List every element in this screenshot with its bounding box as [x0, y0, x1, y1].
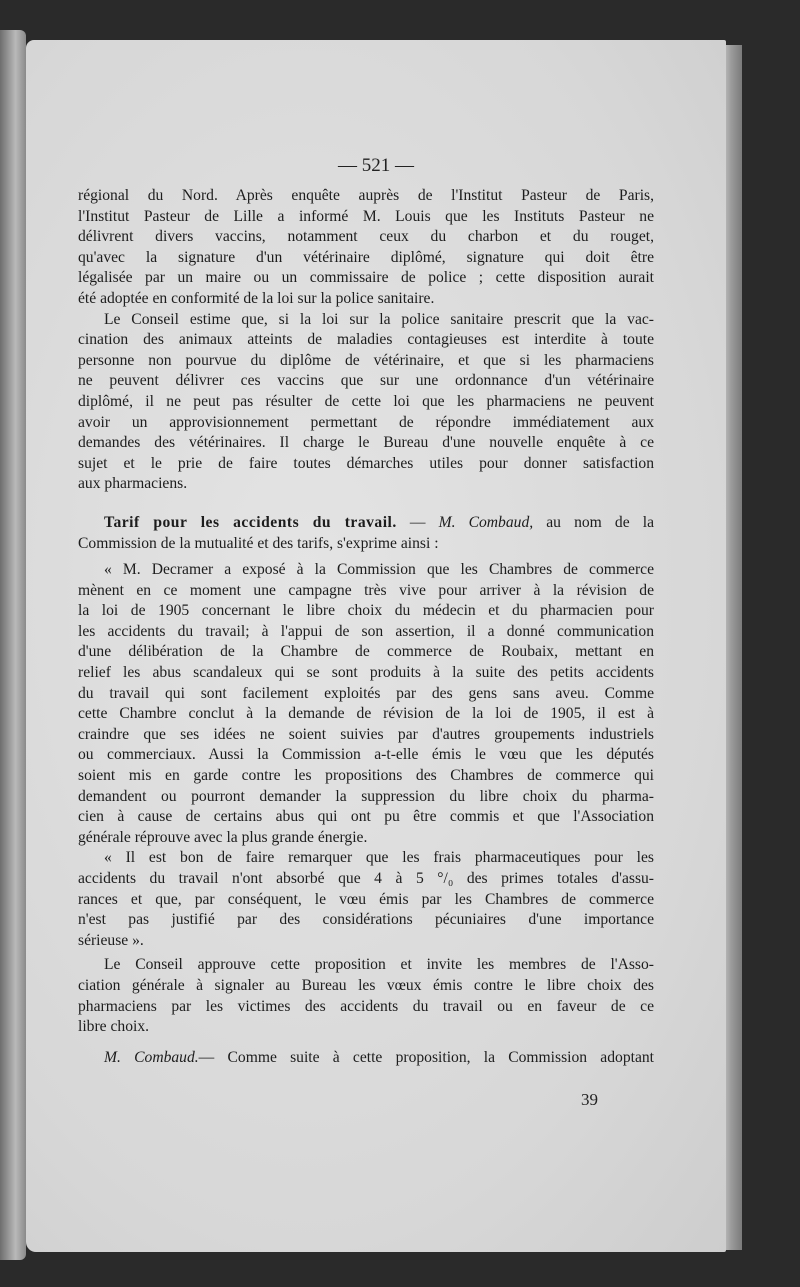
paragraph	[78, 186, 654, 310]
text-line: personne non pourvue du diplôme de vétérinaire, et que si les pharmaciens	[78, 351, 654, 369]
text-line: régional du Nord. Après enquête auprès de l'Institut Pasteur de Paris,	[78, 187, 654, 204]
text-line: avoir un approvisionnement permettant de répondre immédiatement aux	[78, 413, 654, 431]
heading-separator: —	[396, 513, 439, 531]
text-line: générale réprouve avec la plus grande énergie.	[78, 828, 368, 846]
text-line: cette Chambre conclut à la demande de révision de la loi de 1905, il est à	[78, 705, 654, 723]
heading-tail: au nom de la	[533, 513, 654, 531]
text-line: du travail qui sont facilement exploités par des gens sans aveu. Comme	[78, 684, 654, 702]
quote-paragraph	[78, 848, 654, 951]
text-line: cien à cause de certains abus qui ont pu être commis et que l'Association	[78, 808, 654, 826]
text-line: été adoptée en conformité de la loi sur la police sanitaire.	[78, 289, 435, 307]
text-line: délivrent divers vaccins, notamment ceux du charbon et du rouget,	[78, 228, 654, 246]
quote-paragraph	[78, 560, 654, 848]
text-line: sujet et le prie de faire toutes démarches utiles pour donner satisfaction	[78, 454, 654, 472]
page-number: — 521 —	[338, 155, 414, 176]
text-line: soient mis en garde contre les propositions des Chambres de commerce qui	[78, 767, 654, 785]
book-page	[26, 40, 726, 1252]
text-line: les accidents du travail; à l'appui de son assertion, il a donné communication	[78, 622, 654, 640]
section-heading-line	[78, 513, 654, 534]
paragraph	[78, 1048, 654, 1069]
text-line: n'est pas justifié par des considérations pécuniaires d'une importance	[78, 911, 654, 929]
adjacent-page-edge	[0, 30, 26, 1260]
text-line: la loi de 1905 concernant le libre choix du médecin et du pharmacien pour	[78, 602, 654, 620]
text-line: l'Institut Pasteur de Lille a informé M. Louis que les Instituts Pasteur ne	[78, 207, 654, 225]
text-line: « Il est bon de faire remarquer que les frais pharmaceutiques pour les	[104, 849, 654, 867]
text-line: ne peuvent délivrer ces vaccins que sur une ordonnance d'un vétérinaire	[78, 372, 654, 390]
text-line: diplômé, il ne peut pas résulter de cette loi que les pharmaciens ne peuvent	[78, 392, 654, 410]
text-line: qu'avec la signature d'un vétérinaire diplômé, signature qui doit être	[78, 248, 654, 266]
text-line: pharmaciens par les victimes des accidents du travail ou en faveur de ce	[78, 997, 654, 1015]
text-line: d'une délibération de la Chambre de commerce de Roubaix, mettant en	[78, 643, 654, 661]
text-line: rances et que, par conséquent, le vœu émis par les Chambres de commerce	[78, 890, 654, 908]
text-line: libre choix.	[78, 1018, 150, 1036]
text-line: Le Conseil estime que, si la loi sur la police sanitaire prescrit que la vac-	[104, 310, 654, 328]
text-line: ciation générale à signaler au Bureau les vœux émis contre le libre choix des	[78, 976, 654, 994]
paragraph	[78, 310, 654, 495]
text-line: mènent en ce moment une campagne très vive pour arriver à la révision de	[78, 581, 654, 599]
text-line	[78, 1048, 654, 1069]
text-line: demandes des vétérinaires. Il charge le Bureau d'une nouvelle enquête à ce	[78, 434, 654, 452]
speaker-name: M. Combaud,	[438, 513, 534, 531]
text-line: Le Conseil approuve cette proposition et invite les membres de l'Asso-	[104, 956, 654, 974]
line-text: — Comme suite à cette proposition, la Commission adoptant	[198, 1048, 654, 1066]
speaker-name: M. Combaud.	[104, 1048, 199, 1066]
text-line: ou commerciaux. Aussi la Commission a-t-elle émis le vœu que les députés	[78, 746, 654, 764]
text-line: aux pharmaciens.	[78, 475, 188, 493]
page-body	[78, 186, 654, 1068]
text-line: relief les abus scandaleux qui se sont produits à la suite des petits accidents	[78, 664, 654, 682]
text-line: légalisée par un maire ou un commissaire de police ; cette disposition aurait	[78, 269, 654, 287]
text-line: craindre que ses idées ne soient suivies par d'autres groupements industriels	[78, 725, 654, 743]
text-line: accidents du travail n'ont absorbé que 4 à 5 °/₀ des primes totales d'assu-	[78, 870, 654, 887]
text-line: cination des animaux atteints de maladies contagieuses est interdite à toute	[78, 331, 654, 349]
section-paragraph	[78, 513, 654, 554]
text-line: sérieuse ».	[78, 931, 144, 949]
paragraph	[78, 955, 654, 1037]
section-heading: Tarif pour les accidents du travail.	[104, 513, 397, 531]
signature-mark: 39	[581, 1090, 598, 1109]
text-line: « M. Decramer a exposé à la Commission que les Chambres de commerce	[104, 561, 654, 579]
text-line: Commission de la mutualité et des tarifs, s'exprime ainsi :	[78, 534, 439, 552]
text-line: demandent ou pourront demander la suppression du libre choix du pharma-	[78, 787, 654, 805]
